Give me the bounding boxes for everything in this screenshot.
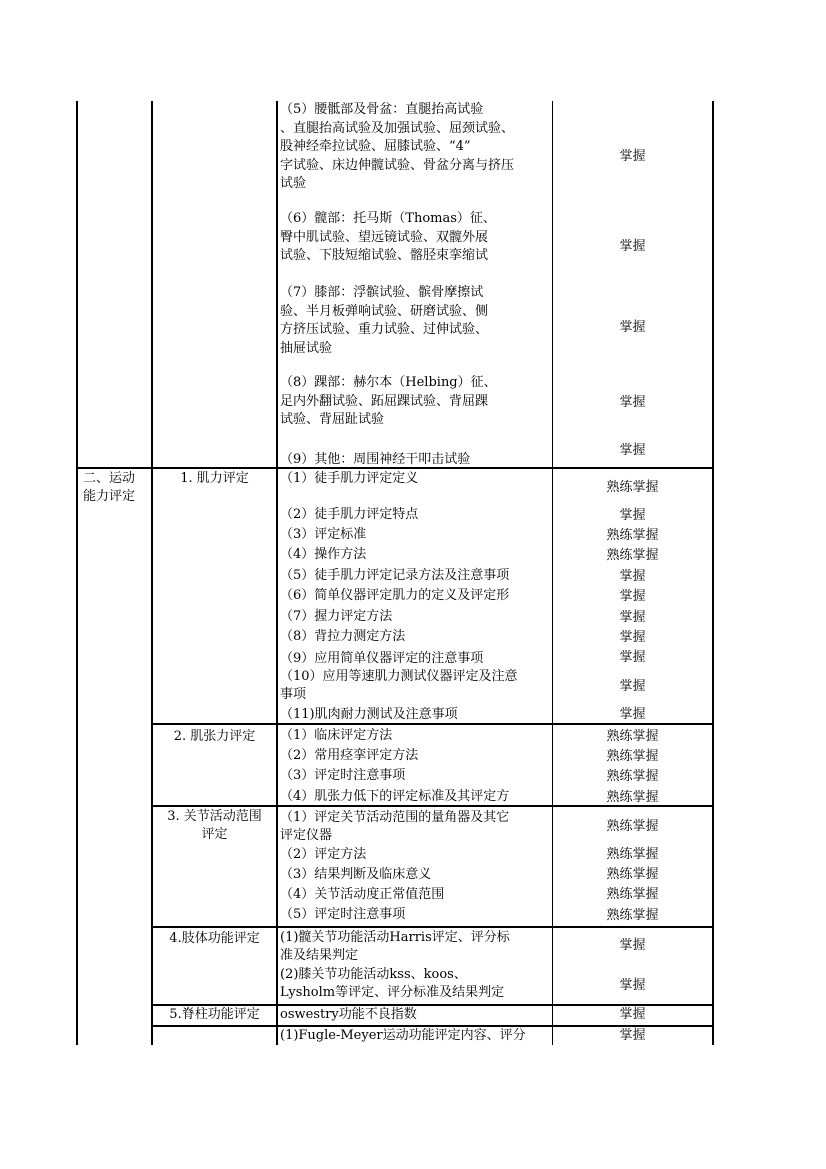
content-item: （3）评定标准 bbox=[280, 527, 367, 542]
group-name-limb-function: 4.肢体功能评定 bbox=[169, 931, 260, 946]
content-item: （9）其他：周围神经干叩击试验 bbox=[280, 452, 471, 467]
requirement-level: 掌握 bbox=[619, 610, 646, 625]
requirement-level: 掌握 bbox=[619, 938, 646, 953]
requirement-level: 掌握 bbox=[619, 320, 646, 335]
content-item: (1)Fugle-Meyer运动功能评定内容、评分 bbox=[280, 1028, 526, 1043]
requirement-level: 掌握 bbox=[619, 239, 646, 254]
requirement-level: 掌握 bbox=[619, 569, 646, 584]
content-item: （1）徒手肌力评定定义 bbox=[280, 471, 419, 486]
content-item: （8）背拉力测定方法 bbox=[280, 629, 406, 644]
requirement-level: 熟练掌握 bbox=[606, 548, 659, 563]
requirement-level: 熟练掌握 bbox=[606, 729, 659, 744]
content-item: （1）临床评定方法 bbox=[280, 728, 393, 743]
requirement-level: 掌握 bbox=[619, 1007, 646, 1022]
requirement-level: 掌握 bbox=[619, 508, 646, 523]
content-item: （5）徒手肌力评定记录方法及注意事项 bbox=[280, 568, 510, 583]
requirement-level: 熟练掌握 bbox=[606, 769, 659, 784]
requirement-level: 熟练掌握 bbox=[606, 887, 659, 902]
content-item: （6）髋部：托马斯（Thomas）征、 臀中肌试验、望远镜试验、双髋外展 试验、下肢短缩试验、髂胫束挛缩试 bbox=[280, 211, 496, 263]
requirement-level: 掌握 bbox=[619, 589, 646, 604]
content-item: （7）膝部：浮髌试验、髌骨摩擦试 验、半月板弹响试验、研磨试验、侧 方挤压试验、重力试验、过伸试验、 抽屉试验 bbox=[280, 285, 489, 356]
content-item: （5）评定时注意事项 bbox=[280, 907, 406, 922]
requirement-level: 熟练掌握 bbox=[606, 847, 659, 862]
content-item: （4）关节活动度正常值范围 bbox=[280, 887, 445, 902]
requirement-level: 掌握 bbox=[619, 395, 646, 410]
requirement-level: 熟练掌握 bbox=[606, 819, 659, 834]
content-item: （4）操作方法 bbox=[280, 547, 367, 562]
requirement-level: 熟练掌握 bbox=[606, 908, 659, 923]
requirement-level: 掌握 bbox=[619, 1028, 646, 1043]
section-label: 二、运动 能力评定 bbox=[83, 471, 136, 504]
requirement-level: 熟练掌握 bbox=[606, 867, 659, 882]
table-border-right bbox=[712, 101, 714, 1045]
group-name-range-of-motion: 3. 关节活动范围 评定 bbox=[167, 809, 262, 842]
content-item: （3）结果判断及临床意义 bbox=[280, 867, 432, 882]
content-item: （11)肌肉耐力测试及注意事项 bbox=[280, 707, 458, 722]
requirement-level: 熟练掌握 bbox=[606, 790, 659, 805]
content-item: （7）握力评定方法 bbox=[280, 609, 393, 624]
content-item: （5）腰骶部及骨盆：直腿抬高试验 、直腿抬高试验及加强试验、屈颈试验、 股神经牵拉试验、屈膝试验、“4” 字试验、床边伸髋试验、骨盆分离与挤压 试验 bbox=[280, 102, 515, 191]
requirement-level: 熟练掌握 bbox=[606, 480, 659, 495]
content-item: （8）踝部：赫尔本（Helbing）征、 足内外翻试验、跖屈踝试验、背屈踝 试验、背屈趾试验 bbox=[280, 375, 497, 427]
content-item: (2)膝关节功能活动kss、koos、 Lysholm等评定、评分标准及结果判定 bbox=[280, 967, 505, 1000]
requirement-level: 熟练掌握 bbox=[606, 749, 659, 764]
requirement-level: 掌握 bbox=[619, 149, 646, 164]
group-name-muscle-tone: 2. 肌张力评定 bbox=[173, 729, 256, 744]
column-divider-1 bbox=[151, 101, 153, 1045]
table-border-left bbox=[76, 101, 78, 1045]
content-item: （6）简单仪器评定肌力的定义及评定形 bbox=[280, 588, 510, 603]
content-item: oswestry功能不良指数 bbox=[280, 1007, 417, 1022]
content-item: (1)髋关节功能活动Harris评定、评分标 准及结果判定 bbox=[280, 930, 510, 963]
requirement-level: 熟练掌握 bbox=[606, 528, 659, 543]
content-item: （1）评定关节活动范围的量角器及其它 评定仪器 bbox=[280, 810, 510, 843]
content-item: （2）徒手肌力评定特点 bbox=[280, 507, 419, 522]
group-name-muscle-strength: 1. 肌力评定 bbox=[180, 471, 249, 486]
requirement-level: 掌握 bbox=[619, 679, 646, 694]
content-item: （3）评定时注意事项 bbox=[280, 768, 406, 783]
requirement-level: 掌握 bbox=[619, 650, 646, 665]
content-item: （9）应用简单仪器评定的注意事项 bbox=[280, 651, 484, 666]
content-item: （4）肌张力低下的评定标准及其评定方 bbox=[280, 789, 510, 804]
requirement-level: 掌握 bbox=[619, 707, 646, 722]
content-item: （2）评定方法 bbox=[280, 847, 367, 862]
content-item: （10）应用等速肌力测试仪器评定及注意 事项 bbox=[280, 669, 518, 702]
requirement-level: 掌握 bbox=[619, 443, 646, 458]
group-divider bbox=[151, 926, 714, 928]
requirement-level: 掌握 bbox=[619, 978, 646, 993]
group-name-spine-function: 5.脊柱功能评定 bbox=[169, 1007, 260, 1022]
column-divider-2 bbox=[276, 101, 278, 1045]
requirement-level: 掌握 bbox=[619, 630, 646, 645]
content-item: （2）常用痉挛评定方法 bbox=[280, 748, 419, 763]
